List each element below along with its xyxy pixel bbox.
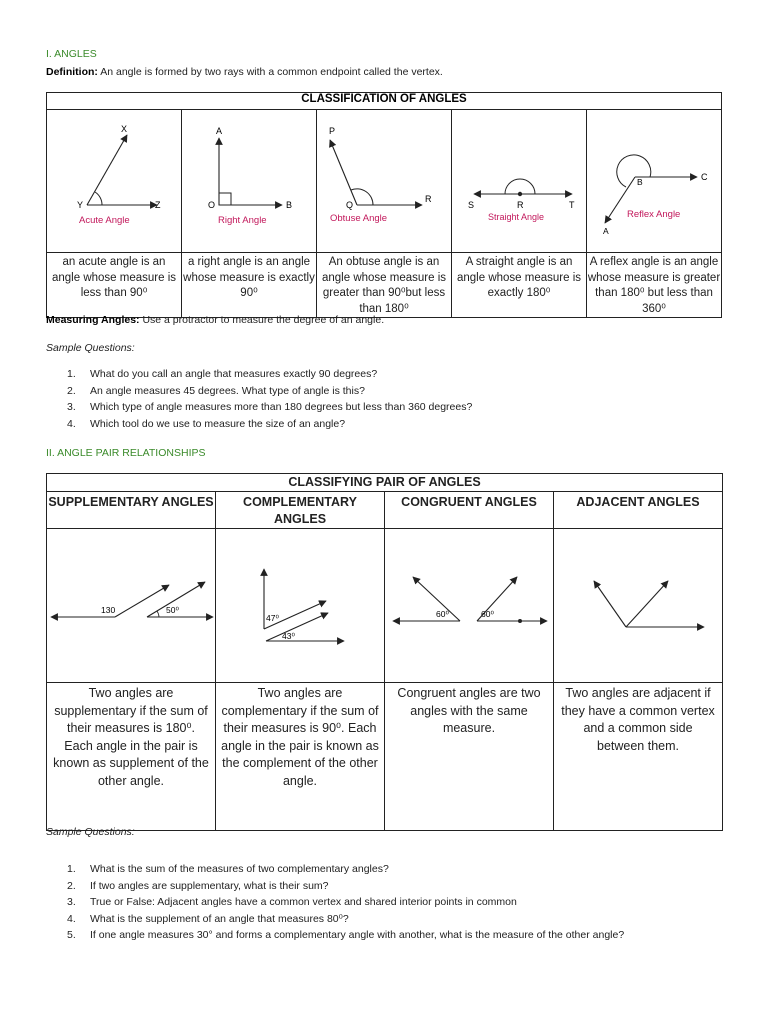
congruent-description: Congruent angles are two angles with the same measure.	[385, 683, 554, 831]
adjacent-figure	[554, 529, 722, 677]
reflex-angle-figure	[587, 110, 721, 247]
complementary-description: Two angles are complementary if the sum of their measures is 90⁰. Each angle in the pair is known as the complement of the other angle.	[216, 683, 385, 831]
right-angle-description: a right angle is an angle whose measure is exactly 90⁰	[182, 253, 317, 318]
measuring-angles-label: Measuring Angles:	[46, 314, 140, 326]
svg-text:B: B	[637, 177, 643, 187]
svg-text:Z: Z	[155, 200, 161, 210]
reflex-angle-label: Reflex Angle	[627, 209, 681, 220]
svg-text:C: C	[701, 172, 708, 182]
supplementary-figure-cell	[47, 529, 216, 683]
adjacent-figure-cell	[554, 529, 723, 683]
svg-text:A: A	[216, 126, 223, 136]
adjacent-header: ADJACENT ANGLES	[554, 492, 723, 529]
list-item: 5. If one angle measures 30° and forms a complementary angle with another, what is the measure of the other angle?	[67, 929, 625, 941]
svg-text:P: P	[329, 126, 336, 136]
section-1-heading: I. ANGLES	[46, 48, 97, 60]
acute-angle-figure-cell	[47, 110, 182, 253]
svg-text:60⁰: 60⁰	[481, 609, 494, 619]
congruent-header: CONGRUENT ANGLES	[385, 492, 554, 529]
obtuse-angle-figure	[317, 110, 451, 247]
measuring-angles-text: Use a protractor to measure the degree of an angle.	[139, 314, 385, 326]
acute-angle-label: Acute Angle	[79, 215, 130, 226]
sample-questions-1-list	[46, 366, 736, 432]
list-item: 4. Which tool do we use to measure the size of an angle?	[67, 417, 346, 430]
list-item: 1. What do you call an angle that measures exactly 90 degrees?	[67, 368, 378, 380]
list-item: 1. What is the sum of the measures of two complementary angles?	[67, 863, 389, 875]
svg-text:Q: Q	[346, 200, 354, 210]
classification-table-title: CLASSIFICATION OF ANGLES	[47, 93, 722, 110]
acute-angle-figure	[47, 110, 181, 247]
svg-text:S: S	[468, 200, 475, 210]
definition-text: An angle is formed by two rays with a common endpoint called the vertex.	[97, 66, 443, 78]
obtuse-angle-description: An obtuse angle is an angle whose measure is greater than 90⁰but less than 180⁰	[317, 253, 452, 318]
svg-text:R: R	[517, 200, 524, 210]
svg-text:Y: Y	[77, 200, 84, 210]
list-item: 2. If two angles are supplementary, what is their sum?	[67, 879, 329, 892]
list-item: 3. True or False: Adjacent angles have a common vertex and shared interior points in common	[67, 896, 517, 908]
definition-label: Definition:	[46, 66, 98, 78]
pair-of-angles-table-title: CLASSIFYING PAIR OF ANGLES	[47, 474, 723, 492]
straight-angle-description: A straight angle is an angle whose measure is exactly 180⁰	[452, 253, 587, 318]
svg-text:130: 130	[101, 605, 116, 615]
obtuse-angle-label: Obtuse Angle	[330, 213, 388, 224]
complementary-header: COMPLEMENTARY ANGLES	[216, 492, 385, 529]
svg-text:O: O	[208, 200, 216, 210]
svg-text:47⁰: 47⁰	[266, 613, 279, 623]
supplementary-header: SUPPLEMENTARY ANGLES	[47, 492, 216, 529]
complementary-figure-cell	[216, 529, 385, 683]
list-item: 2. An angle measures 45 degrees. What type of angle is this?	[67, 384, 365, 397]
svg-text:43⁰: 43⁰	[282, 631, 295, 641]
svg-text:60⁰: 60⁰	[436, 609, 449, 619]
sample-questions-2-label: Sample Questions:	[46, 826, 135, 838]
classification-table	[46, 92, 722, 318]
svg-text:T: T	[569, 200, 575, 210]
adjacent-description: Two angles are adjacent if they have a common vertex and a common side between them.	[554, 683, 723, 831]
right-angle-figure-cell	[182, 110, 317, 253]
acute-angle-description: an acute angle is an angle whose measure is less than 90⁰	[47, 253, 182, 318]
complementary-figure	[216, 529, 384, 677]
sample-questions-2-list	[46, 861, 746, 944]
definition-line	[46, 66, 443, 78]
svg-text:R: R	[425, 194, 432, 204]
reflex-angle-figure-cell	[587, 110, 722, 253]
svg-text:B: B	[286, 200, 293, 210]
congruent-figure	[385, 529, 553, 677]
obtuse-angle-figure-cell	[317, 110, 452, 253]
reflex-angle-description: A reflex angle is an angle whose measure is greater than 180⁰ but less than 360⁰	[587, 253, 722, 318]
section-2-heading: II. ANGLE PAIR RELATIONSHIPS	[46, 447, 206, 459]
straight-angle-figure-cell	[452, 110, 587, 253]
pair-of-angles-table	[46, 473, 723, 831]
straight-angle-figure	[452, 110, 586, 247]
right-angle-figure	[182, 110, 316, 247]
sample-questions-1-label: Sample Questions:	[46, 342, 135, 354]
list-item: 4. What is the supplement of an angle that measures 80⁰?	[67, 912, 349, 925]
supplementary-description: Two angles are supplementary if the sum of their measures is 180⁰. Each angle in the pair is known as supplement of the other angle.	[47, 683, 216, 831]
right-angle-label: Right Angle	[218, 215, 267, 226]
svg-text:A: A	[603, 226, 609, 236]
list-item: 3. Which type of angle measures more than 180 degrees but less than 360 degrees?	[67, 401, 473, 413]
congruent-figure-cell	[385, 529, 554, 683]
point-x-label: X	[121, 124, 128, 134]
measuring-angles-line	[46, 314, 384, 326]
straight-angle-label: Straight Angle	[488, 212, 545, 222]
svg-text:50⁰: 50⁰	[166, 605, 179, 615]
supplementary-figure	[47, 529, 215, 677]
